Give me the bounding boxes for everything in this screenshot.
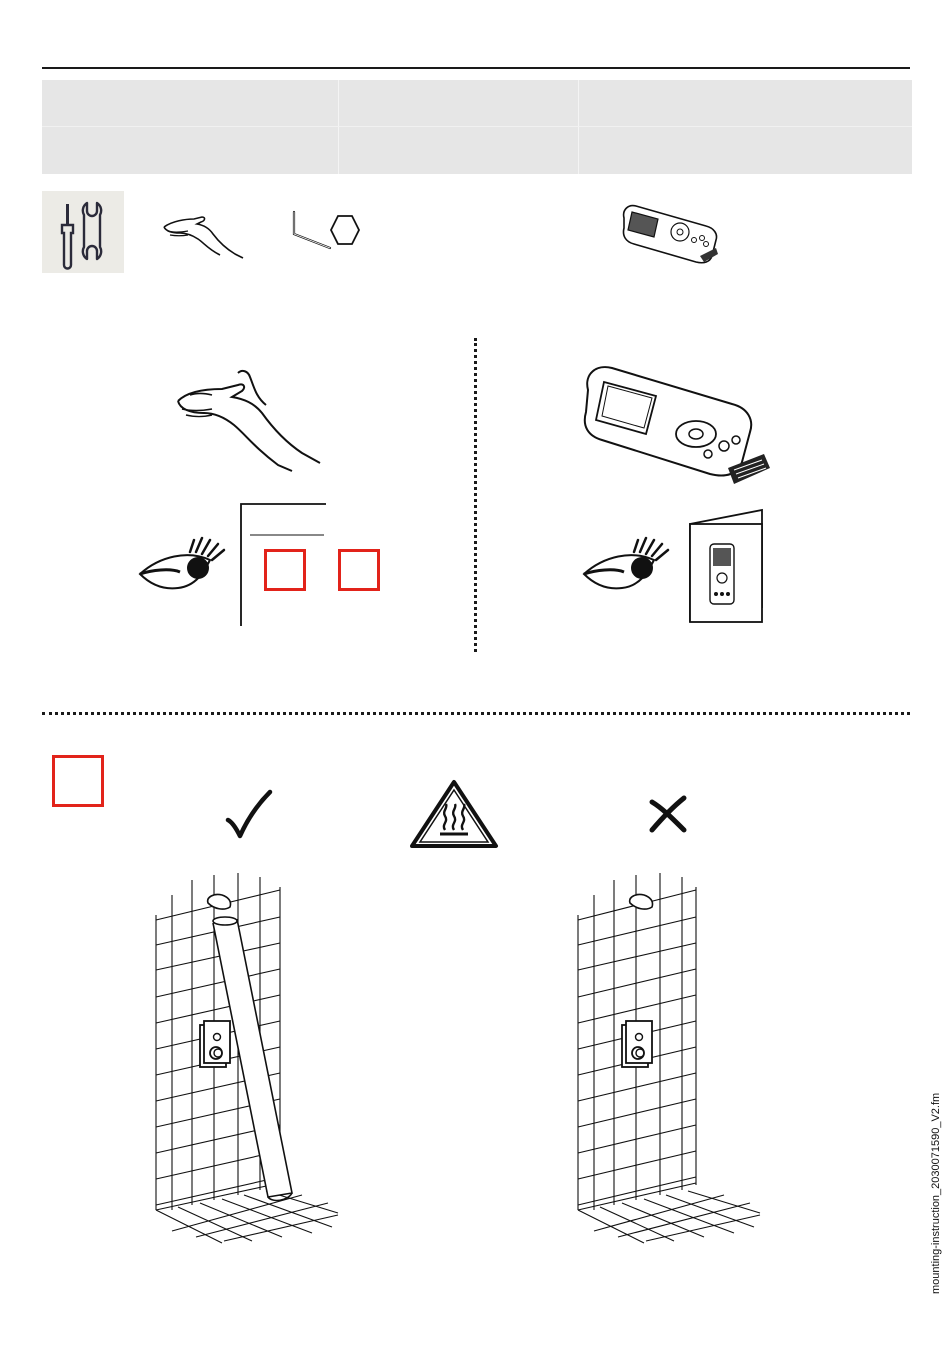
hex-key-icon — [288, 208, 368, 258]
header-divider — [578, 80, 579, 174]
remote-control-icon — [618, 200, 728, 270]
header-divider — [338, 80, 339, 174]
header-band — [42, 80, 912, 174]
tools-box — [42, 191, 124, 273]
hot-surface-warning-icon — [408, 778, 500, 850]
red-checkbox — [52, 755, 104, 807]
hand-icon — [170, 365, 330, 475]
eye-icon — [136, 530, 236, 600]
cross-mark-icon — [646, 794, 692, 834]
screwdriver-wrench-icon — [42, 191, 124, 273]
section-divider-vertical — [474, 338, 477, 652]
manual-booklet-icon — [688, 508, 768, 624]
remote-control-icon — [578, 360, 778, 490]
shower-wall-correct-illustration — [152, 865, 352, 1245]
check-mark-icon — [224, 790, 274, 840]
red-checkbox — [264, 549, 306, 591]
eye-icon — [580, 530, 680, 600]
hand-icon — [160, 205, 250, 265]
section-divider-horizontal — [42, 712, 910, 715]
shower-wall-incorrect-illustration — [574, 865, 774, 1245]
header-line — [42, 126, 912, 127]
top-rule — [42, 67, 910, 69]
red-checkbox — [338, 549, 380, 591]
document-filename: mounting-instruction_2030071590_V2.fm — [930, 1092, 942, 1294]
